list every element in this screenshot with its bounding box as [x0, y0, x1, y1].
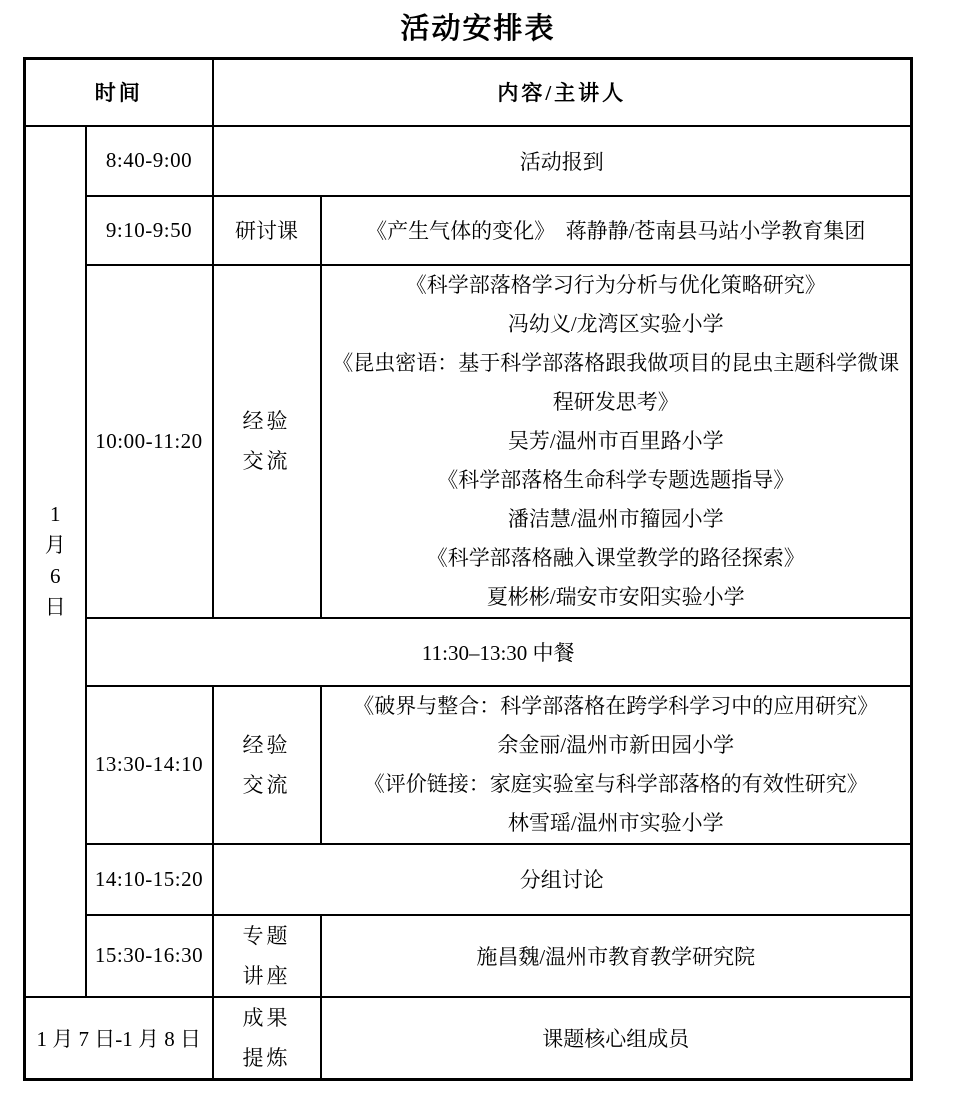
- content-line: 夏彬彬/瑞安市安阳实验小学: [486, 584, 745, 609]
- page-title: 活动安排表: [400, 13, 556, 45]
- row-seminar-lesson: [25, 196, 912, 265]
- content-line: 《破界与整合：科学部落格在跨学科学习中的应用研究》: [353, 693, 879, 718]
- session-type-cell: [213, 265, 321, 618]
- time-cell: 10:00-11:20: [86, 265, 213, 618]
- content-cell: 课题核心组成员: [321, 997, 912, 1080]
- content-cell: 活动报到: [213, 126, 912, 196]
- content-line: 《昆虫密语：基于科学部落格跟我做项目的昆虫主题科学微课: [332, 350, 900, 375]
- row-experience-exchange-am: [25, 265, 912, 618]
- date-cell-jan7-8: 1 月 7 日-1 月 8 日: [25, 997, 213, 1080]
- time-cell: 15:30-16:30: [86, 915, 213, 997]
- time-cell: 8:40-9:00: [86, 126, 213, 196]
- content-line: 吴芳/温州市百里路小学: [507, 428, 724, 453]
- time-cell: 14:10-15:20: [86, 844, 213, 915]
- date-char: 1: [50, 502, 61, 526]
- session-type-line: 经验: [242, 732, 291, 757]
- session-type-line: 经验: [242, 409, 291, 433]
- content-cell: [321, 265, 912, 618]
- lunch-cell: 11:30–13:30 中餐: [86, 618, 912, 686]
- date-cell-jan6: [25, 126, 86, 997]
- header-row: [25, 59, 912, 126]
- content-line: 林雪瑶/温州市实验小学: [507, 810, 724, 835]
- content-line: 《科学部落格融入课堂教学的路径探索》: [426, 545, 805, 570]
- content-line: 《科学部落格生命科学专题选题指导》: [437, 467, 795, 492]
- date-char: 月: [44, 533, 66, 557]
- content-cell: [321, 686, 912, 844]
- content-cell: 施昌魏/温州市教育教学研究院: [321, 915, 912, 997]
- session-type-line: 成果: [242, 1005, 291, 1030]
- session-type-cell: [213, 997, 321, 1080]
- content-line: 潘洁慧/温州市籀园小学: [507, 506, 724, 531]
- session-type-cell: 研讨课: [213, 196, 321, 265]
- row-results-refinement: [25, 997, 912, 1080]
- row-experience-exchange-pm: [25, 686, 912, 844]
- session-type-line: 提炼: [242, 1045, 291, 1070]
- content-line: 冯幼义/龙湾区实验小学: [507, 311, 724, 336]
- content-line: 《评价链接：家庭实验室与科学部落格的有效性研究》: [363, 771, 868, 796]
- row-registration: [25, 126, 912, 196]
- row-lecture: [25, 915, 912, 997]
- content-line: 《科学部落格学习行为分析与优化策略研究》: [405, 272, 826, 297]
- session-type-cell: [213, 686, 321, 844]
- content-line: 余金丽/温州市新田园小学: [497, 732, 735, 757]
- session-type-line: 交流: [242, 449, 291, 473]
- content-cell: 分组讨论: [213, 844, 912, 915]
- header-content-cell: 内容/主讲人: [213, 59, 912, 126]
- session-type-cell: [213, 915, 321, 997]
- time-cell: 13:30-14:10: [86, 686, 213, 844]
- time-cell: 9:10-9:50: [86, 196, 213, 265]
- header-time-cell: 时间: [25, 59, 213, 126]
- content-line: 程研发思考》: [552, 389, 679, 414]
- content-cell: 《产生气体的变化》 蒋静静/苍南县马站小学教育集团: [321, 196, 912, 265]
- date-char: 日: [44, 595, 66, 619]
- session-type-line: 讲座: [242, 963, 291, 988]
- schedule-table: [23, 57, 913, 1081]
- session-type-line: 专题: [242, 923, 291, 948]
- date-char: 6: [50, 564, 61, 588]
- row-group-discussion: [25, 844, 912, 915]
- row-lunch: [25, 618, 912, 686]
- session-type-line: 交流: [242, 772, 291, 797]
